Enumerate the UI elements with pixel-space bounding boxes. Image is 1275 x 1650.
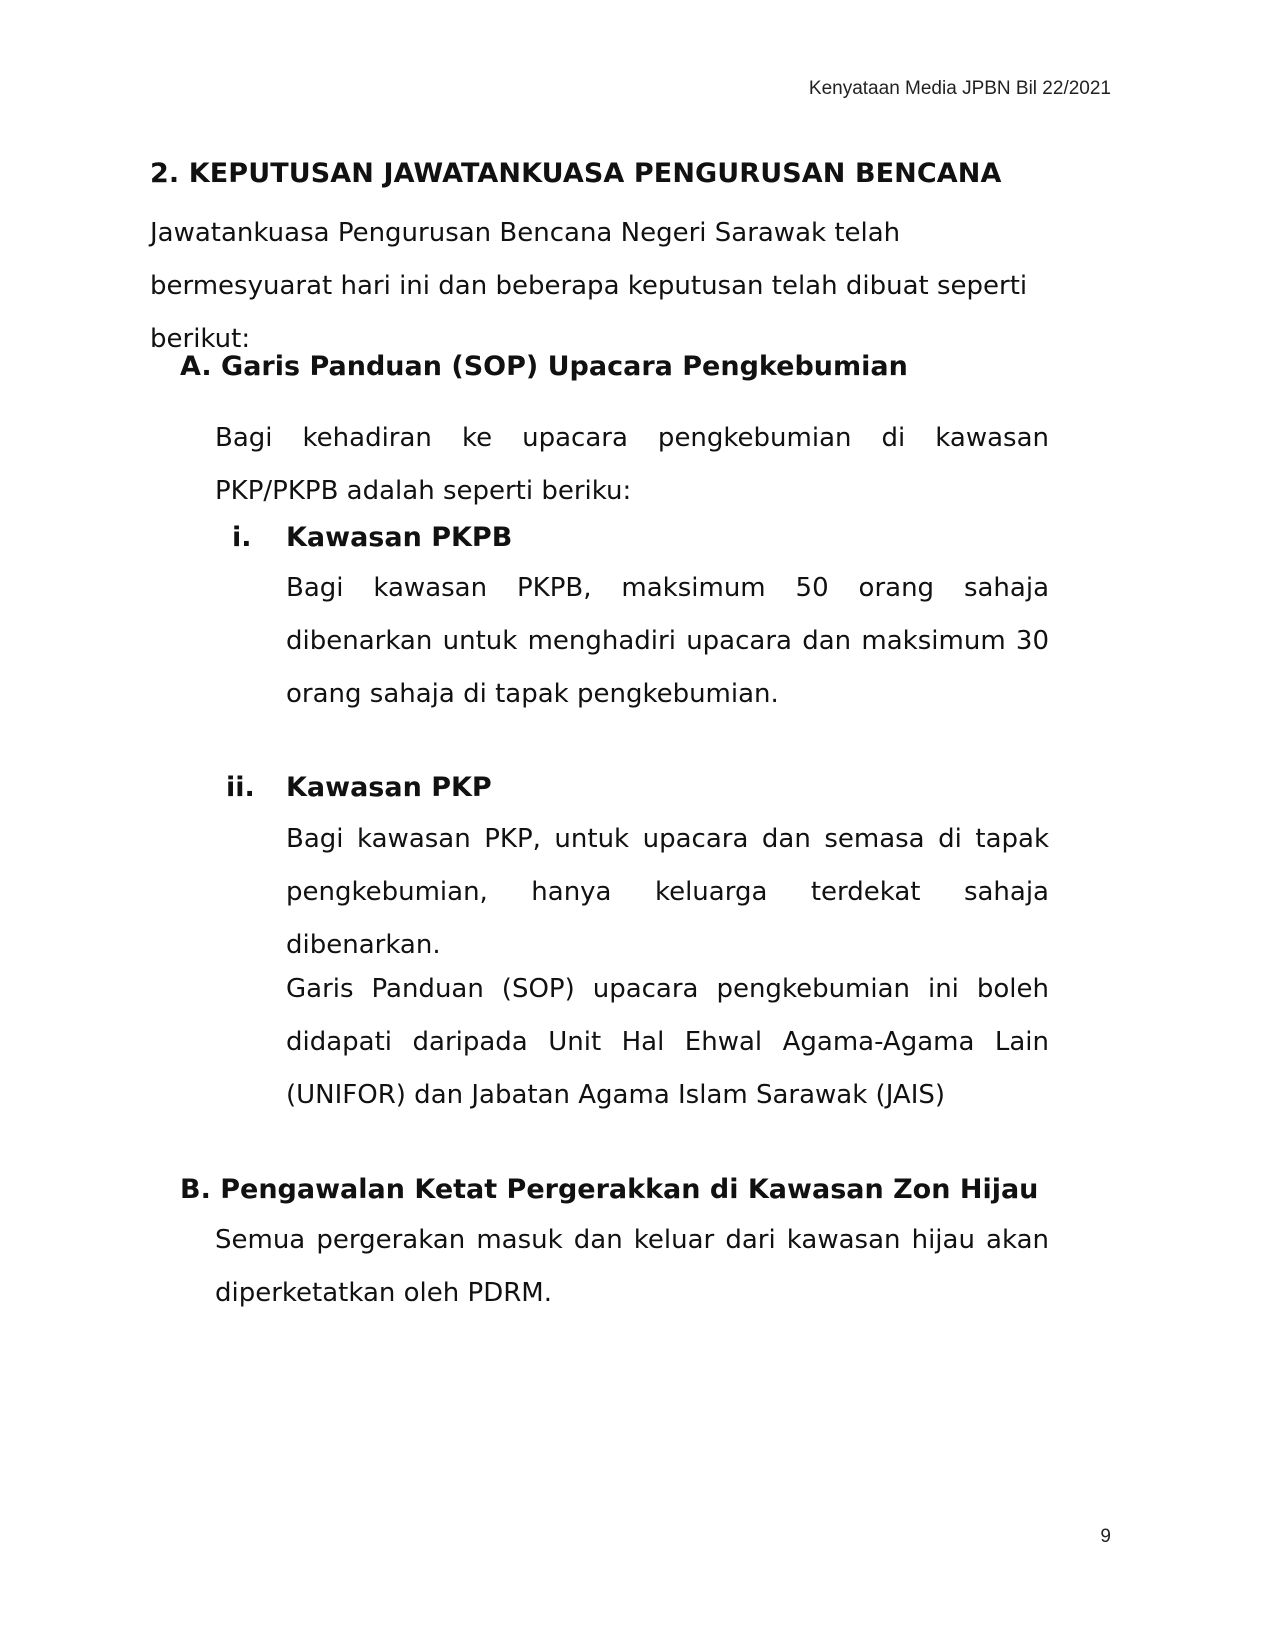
part-b-heading: B. Pengawalan Ketat Pergerakkan di Kawasan Zon Hijau [180, 1174, 1039, 1205]
section-title: 2. KEPUTUSAN JAWATANKUASA PENGURUSAN BENCANA [150, 158, 1002, 189]
part-a-note: Garis Panduan (SOP) upacara pengkebumian ini boleh didapati daripada Unit Hal Ehwal Agama-Agama Lain (UNIFOR) dan Jabatan Agama Islam Sarawak (JAIS) [286, 974, 1049, 1110]
item-i-text: Bagi kawasan PKPB, maksimum 50 orang sahaja dibenarkan untuk menghadiri upacara dan maksimum 30 orang sahaja di tapak pengkebumian. [286, 573, 1049, 709]
part-b-text: Semua pergerakan masuk dan keluar dari kawasan hijau akan diperketatkan oleh PDRM. [215, 1225, 1049, 1308]
item-ii-numeral: ii. [226, 772, 255, 803]
item-ii-title: Kawasan PKP [286, 772, 492, 803]
part-a-intro: Bagi kehadiran ke upacara pengkebumian di kawasan PKP/PKPB adalah seperti beriku: [215, 423, 1049, 506]
item-i-numeral: i. [232, 522, 252, 553]
running-header: Kenyataan Media JPBN Bil 22/2021 [808, 78, 1111, 99]
section-intro: Jawatankuasa Pengurusan Bencana Negeri Sarawak telah bermesyuarat hari ini dan beberapa keputusan telah dibuat seperti berikut: [150, 218, 1028, 354]
item-ii-text: Bagi kawasan PKP, untuk upacara dan semasa di tapak pengkebumian, hanya keluarga terdekat sahaja dibenarkan. [286, 824, 1049, 960]
item-i-title: Kawasan PKPB [286, 522, 513, 553]
part-a-heading: A. Garis Panduan (SOP) Upacara Pengkebumian [180, 351, 908, 382]
page-number: 9 [1100, 1526, 1111, 1547]
